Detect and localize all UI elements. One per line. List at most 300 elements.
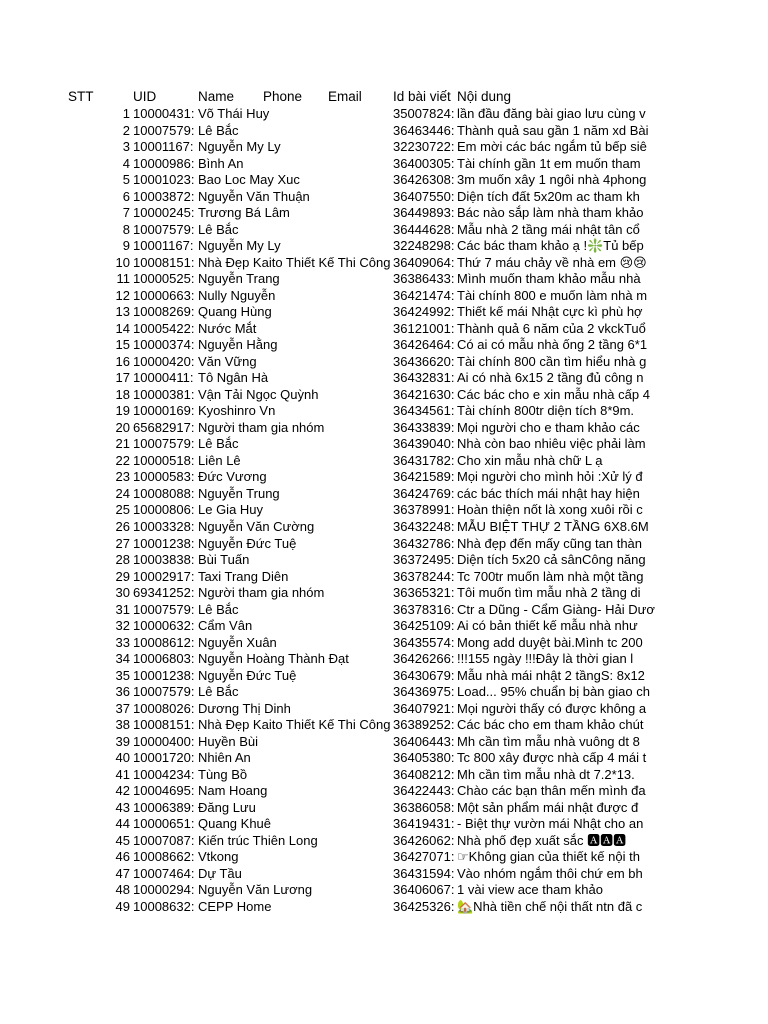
cell-stt: 19 — [115, 403, 130, 419]
cell-stt: 24 — [115, 485, 130, 501]
cell-uid: 10000525: — [133, 271, 195, 287]
cell-content: Mình muốn tham khảo mẫu nhà — [457, 271, 641, 287]
cell-uid: 10000431: — [133, 106, 195, 121]
cell-stt: 8 — [122, 221, 130, 237]
cell-stt: 18 — [115, 386, 130, 402]
cell-name: Nguyễn Hoàng Thành Đạt — [198, 651, 349, 667]
cell-post-id: 32248298: — [393, 238, 455, 254]
cell-stt: 45 — [115, 832, 130, 848]
table-row — [0, 106, 768, 123]
cell-post-id: 36372495: — [393, 552, 455, 568]
cell-content: Tài chính 800 cần tìm hiểu nhà g — [457, 353, 647, 369]
cell-post-id: 36400305: — [393, 155, 455, 171]
cell-stt: 36 — [115, 684, 130, 700]
cell-name: Vận Tải Ngọc Quỳnh — [198, 386, 319, 402]
header-phone: Phone — [263, 89, 303, 104]
cell-content: Em mời các bác ngắm tủ bếp siê — [457, 139, 647, 155]
cell-uid: 10000632: — [133, 618, 195, 634]
cell-post-id: 35007824: — [393, 106, 455, 121]
table-row — [0, 519, 768, 536]
cell-name: Nam Hoang — [198, 783, 268, 799]
cell-name: Taxi Trang Diên — [198, 568, 289, 584]
cell-uid: 10003872: — [133, 188, 195, 204]
cell-stt: 35 — [115, 667, 130, 683]
cell-content: Nhà đẹp đến mấy cũng tan thàn — [457, 535, 643, 551]
cell-stt: 31 — [115, 601, 130, 617]
cell-stt: 2 — [122, 122, 130, 138]
cell-uid: 10000245: — [133, 205, 195, 221]
cell-stt: 23 — [115, 469, 130, 485]
cell-content: !!!155 ngày !!!Đây là thời gian l — [457, 651, 634, 667]
cell-content: Ai có bản thiết kế mẫu nhà như — [457, 618, 638, 634]
cell-uid: 10001238: — [133, 667, 195, 683]
cell-post-id: 36436975: — [393, 684, 455, 700]
cell-uid: 10005422: — [133, 320, 195, 336]
table-row — [0, 403, 768, 420]
cell-post-id: 36378316: — [393, 601, 455, 617]
table-row — [0, 750, 768, 767]
cell-name: Nguyễn Văn Cường — [198, 519, 315, 534]
cell-post-id: 36409064: — [393, 254, 455, 270]
cell-name: Kiến trúc Thiên Long — [198, 832, 318, 848]
cell-post-id: 36449893: — [393, 205, 455, 221]
cell-post-id: 36432786: — [393, 535, 455, 551]
table-row — [0, 635, 768, 652]
cell-content: Tc 700tr muốn làm nhà một tầng — [457, 568, 644, 584]
table-row — [0, 849, 768, 866]
cell-stt: 42 — [115, 783, 130, 799]
cell-uid: 10001167: — [133, 139, 194, 155]
table-row — [0, 585, 768, 602]
cell-uid: 10001720: — [133, 750, 195, 766]
cell-content: Nhà phố đẹp xuất sắc 🅰🅰🅰 — [457, 832, 627, 848]
cell-content: - Biệt thự vườn mái Nhật cho an — [457, 816, 644, 832]
cell-post-id: 36431782: — [393, 452, 455, 468]
cell-post-id: 36425109: — [393, 618, 455, 634]
cell-name: Nully Nguyễn — [198, 287, 276, 303]
cell-name: Nguyễn My Ly — [198, 238, 281, 254]
cell-name: Nhiên An — [198, 750, 251, 766]
cell-content: Các bác tham khảo ạ !❇️Tủ bếp — [457, 238, 644, 254]
cell-stt: 6 — [122, 188, 130, 204]
table-row — [0, 816, 768, 833]
cell-post-id: 36421630: — [393, 386, 455, 402]
cell-uid: 10000806: — [133, 502, 195, 518]
table-row — [0, 651, 768, 668]
cell-post-id: 36419431: — [393, 816, 455, 832]
cell-name: Dương Thị Dinh — [198, 700, 291, 716]
cell-uid: 10001023: — [133, 172, 195, 188]
cell-content: Một sản phẩm mái nhật được đ — [457, 799, 639, 815]
cell-uid: 10000400: — [133, 733, 195, 749]
cell-content: lần đầu đăng bài giao lưu cùng v — [457, 106, 646, 121]
cell-content: Bác nào sắp làm nhà tham khảo — [457, 205, 644, 221]
header-row — [0, 89, 768, 106]
cell-uid: 10007087: — [133, 832, 195, 848]
cell-name: Lê Bắc — [198, 221, 239, 237]
table-row — [0, 222, 768, 239]
cell-name: Nguyễn My Ly — [198, 139, 281, 155]
cell-content: các bác thích mái nhật hay hiện — [457, 485, 640, 501]
cell-uid: 10001238: — [133, 535, 195, 551]
table-row — [0, 370, 768, 387]
cell-uid: 10000381: — [133, 386, 195, 402]
cell-name: Nguyễn Đức Tuệ — [198, 667, 297, 683]
cell-content: Diện tích đất 5x20m ac tham kh — [457, 188, 640, 204]
cell-name: Trương Bá Lâm — [198, 205, 290, 221]
table-row — [0, 899, 768, 916]
cell-stt: 48 — [115, 882, 130, 898]
cell-post-id: 36389252: — [393, 717, 455, 733]
cell-name: Văn Vững — [198, 353, 257, 369]
table-row — [0, 271, 768, 288]
cell-stt: 14 — [115, 320, 130, 336]
cell-name: Nguyễn Đức Tuệ — [198, 535, 297, 551]
cell-content: Mọi người cho mình hỏi :Xử lý đ — [457, 469, 643, 485]
table-row — [0, 304, 768, 321]
cell-content: Các bác cho e xin mẫu nhà cấp 4 — [457, 386, 650, 402]
header-email: Email — [328, 89, 362, 104]
cell-stt: 40 — [115, 750, 130, 766]
cell-post-id: 32230722: — [393, 139, 455, 155]
cell-stt: 13 — [115, 304, 130, 320]
cell-content: Mh cần tìm mẫu nhà dt 7.2*13. — [457, 766, 635, 782]
cell-content: Diện tích 5x20 cả sânCông năng — [457, 552, 646, 568]
cell-post-id: 36426266: — [393, 651, 455, 667]
cell-name: Đức Vương — [198, 469, 267, 485]
cell-post-id: 36407550: — [393, 188, 455, 204]
table-row — [0, 453, 768, 470]
cell-uid: 10002917: — [133, 568, 195, 584]
cell-content: Hoàn thiện nốt là xong xuôi rồi c — [457, 502, 643, 518]
cell-post-id: 36427071: — [393, 849, 455, 865]
cell-post-id: 36424992: — [393, 304, 455, 320]
cell-uid: 10000986: — [133, 155, 195, 171]
table-row — [0, 536, 768, 553]
cell-stt: 16 — [115, 353, 130, 369]
cell-uid: 10008026: — [133, 700, 195, 716]
cell-content: Nhà còn bao nhiêu việc phải làm — [457, 436, 646, 452]
cell-name: Bao Loc May Xuc — [198, 172, 300, 188]
cell-content: Load... 95% chuẩn bị bàn giao ch — [457, 684, 650, 700]
cell-uid: 10007579: — [133, 684, 195, 700]
cell-uid: 10008269: — [133, 304, 195, 320]
cell-content: 🏡Nhà tiền chế nội thất ntn đã c — [457, 898, 643, 914]
cell-name: Người tham gia nhóm — [198, 419, 325, 435]
cell-content: Mh cần tìm mẫu nhà vuông dt 8 — [457, 733, 640, 749]
cell-stt: 9 — [122, 238, 130, 254]
cell-uid: 10007579: — [133, 221, 195, 237]
cell-content: Mẫu nhà mái nhật 2 tầngS: 8x12 — [457, 667, 645, 683]
cell-content: Mọi người thấy có được không a — [457, 700, 647, 716]
cell-content: Mẫu nhà 2 tầng mái nhật tân cổ — [457, 221, 640, 237]
cell-name: Tô Ngân Hà — [198, 370, 269, 386]
cell-content: ☞Không gian của thiết kế nội th — [457, 849, 640, 865]
cell-name: Huyền Bùi — [198, 733, 258, 749]
cell-stt: 41 — [115, 766, 130, 782]
cell-post-id: 36425326: — [393, 898, 455, 914]
cell-uid: 10000651: — [133, 816, 195, 832]
cell-content: Tài chính 800tr diện tích 8*9m. — [457, 403, 635, 419]
table-row — [0, 205, 768, 222]
cell-uid: 10007579: — [133, 122, 195, 138]
cell-name: Quang Khuê — [198, 816, 272, 832]
cell-name: Lê Bắc — [198, 601, 239, 617]
cell-post-id: 36424769: — [393, 485, 455, 501]
cell-uid: 10008088: — [133, 485, 195, 501]
cell-name: Người tham gia nhóm — [198, 585, 325, 601]
table-row — [0, 436, 768, 453]
cell-name: Nguyễn Hằng — [198, 337, 278, 353]
cell-uid: 10000411: — [133, 370, 194, 386]
table-row — [0, 717, 768, 734]
header-stt: STT — [68, 89, 94, 104]
cell-post-id: 36421474: — [393, 287, 455, 303]
table-row — [0, 172, 768, 189]
cell-post-id: 36405380: — [393, 750, 455, 766]
cell-content: Thành quả 6 năm của 2 vkckTuổ — [457, 320, 646, 336]
cell-stt: 27 — [115, 535, 130, 551]
cell-stt: 39 — [115, 733, 130, 749]
cell-stt: 11 — [116, 271, 130, 287]
cell-uid: 10000420: — [133, 353, 195, 369]
cell-name: Nhà Đẹp Kaito Thiết Kế Thi Công — [198, 254, 391, 270]
cell-stt: 43 — [115, 799, 130, 815]
cell-uid: 10000518: — [133, 452, 195, 468]
table-row — [0, 502, 768, 519]
table-row — [0, 255, 768, 272]
cell-uid: 10000374: — [133, 337, 195, 353]
cell-uid: 69341252: — [133, 585, 195, 601]
cell-stt: 4 — [122, 155, 130, 171]
cell-uid: 10008151: — [133, 254, 195, 270]
cell-post-id: 36433839: — [393, 419, 455, 435]
cell-post-id: 36426464: — [393, 337, 455, 353]
cell-post-id: 36444628: — [393, 221, 455, 237]
cell-uid: 65682917: — [133, 419, 195, 435]
table-row — [0, 123, 768, 140]
cell-name: Kyoshinro Vn — [198, 403, 276, 419]
table-row — [0, 321, 768, 338]
cell-name: Quang Hùng — [198, 304, 272, 320]
cell-content: Vào nhóm ngắm thôi chứ em bh — [457, 865, 643, 881]
cell-name: Nguyễn Xuân — [198, 634, 277, 650]
cell-name: Dự Tầu — [198, 865, 242, 881]
table-row — [0, 387, 768, 404]
cell-stt: 22 — [115, 452, 130, 468]
cell-name: Tùng Bồ — [198, 766, 248, 782]
cell-stt: 44 — [115, 816, 130, 832]
table-row — [0, 354, 768, 371]
header-uid: UID — [133, 89, 157, 104]
cell-name: Nước Mắt — [198, 320, 257, 336]
cell-post-id: 36439040: — [393, 436, 455, 452]
cell-name: Vtkong — [198, 849, 239, 865]
cell-uid: 10008151: — [133, 717, 195, 733]
cell-uid: 10006389: — [133, 799, 195, 815]
table-row — [0, 684, 768, 701]
cell-uid: 10006803: — [133, 651, 195, 667]
cell-name: Đăng Lưu — [198, 799, 256, 815]
cell-stt: 38 — [115, 717, 130, 733]
cell-stt: 34 — [115, 651, 130, 667]
cell-content: Ai có nhà 6x15 2 tầng đủ công n — [457, 370, 644, 386]
cell-stt: 26 — [115, 519, 130, 534]
cell-content: Thành quả sau gần 1 năm xd Bài — [457, 122, 649, 138]
cell-stt: 25 — [115, 502, 130, 518]
table-row — [0, 469, 768, 486]
cell-content: Cho xin mẫu nhà chữ L ạ — [457, 452, 603, 468]
cell-uid: 10004234: — [133, 766, 195, 782]
cell-name: Le Gia Huy — [198, 502, 264, 518]
table-row — [0, 783, 768, 800]
cell-name: Lê Bắc — [198, 122, 239, 138]
cell-uid: 10008632: — [133, 898, 195, 914]
cell-uid: 10000294: — [133, 882, 195, 898]
table-row — [0, 156, 768, 173]
cell-stt: 47 — [115, 865, 130, 881]
cell-uid: 10001167: — [133, 238, 194, 254]
table-row — [0, 288, 768, 305]
cell-name: Nguyễn Trung — [198, 485, 280, 501]
cell-post-id: 36463446: — [393, 122, 455, 138]
cell-post-id: 36426308: — [393, 172, 455, 188]
cell-stt: 20 — [115, 419, 130, 435]
cell-uid: 10007464: — [133, 865, 195, 881]
cell-uid: 10003838: — [133, 552, 195, 568]
cell-content: Các bác cho em tham khảo chút — [457, 717, 644, 733]
cell-content: Thứ 7 máu chảy về nhà em 😢😢 — [457, 254, 647, 270]
cell-stt: 7 — [122, 205, 130, 221]
cell-post-id: 36408212: — [393, 766, 455, 782]
cell-content: Tôi muốn tìm mẫu nhà 2 tầng di — [457, 585, 641, 601]
table-row — [0, 602, 768, 619]
table-row — [0, 701, 768, 718]
cell-content: MẪU BIỆT THỰ 2 TẦNG 6X8.6M — [457, 519, 649, 534]
cell-stt: 12 — [115, 287, 130, 303]
table-row — [0, 866, 768, 883]
table-row — [0, 139, 768, 156]
cell-content: 1 vài view ace tham khảo — [457, 882, 603, 898]
cell-post-id: 36386433: — [393, 271, 455, 287]
table-row — [0, 882, 768, 899]
cell-uid: 10007579: — [133, 601, 195, 617]
cell-post-id: 36421589: — [393, 469, 455, 485]
cell-post-id: 36378991: — [393, 502, 455, 518]
cell-post-id: 36431594: — [393, 865, 455, 881]
cell-stt: 3 — [122, 139, 130, 155]
cell-stt: 28 — [115, 552, 130, 568]
cell-content: Chào các bạn thân mến mình đa — [457, 783, 646, 799]
table-row — [0, 767, 768, 784]
cell-stt: 1 — [122, 106, 130, 121]
cell-name: Bình An — [198, 155, 244, 171]
header-post-id: Id bài viết — [393, 89, 451, 104]
table-row — [0, 420, 768, 437]
cell-post-id: 36121001: — [393, 320, 455, 336]
table-row — [0, 238, 768, 255]
table-row — [0, 189, 768, 206]
cell-post-id: 36378244: — [393, 568, 455, 584]
cell-uid: 10000583: — [133, 469, 195, 485]
cell-post-id: 36426062: — [393, 832, 455, 848]
cell-name: Lê Bắc — [198, 684, 239, 700]
table-row — [0, 800, 768, 817]
cell-stt: 17 — [115, 370, 130, 386]
table-row — [0, 486, 768, 503]
table-row — [0, 552, 768, 569]
cell-post-id: 36435574: — [393, 634, 455, 650]
cell-stt: 29 — [115, 568, 130, 584]
cell-post-id: 36432831: — [393, 370, 455, 386]
cell-post-id: 36365321: — [393, 585, 455, 601]
cell-post-id: 36430679: — [393, 667, 455, 683]
cell-post-id: 36422443: — [393, 783, 455, 799]
cell-uid: 10008612: — [133, 634, 195, 650]
cell-name: Bùi Tuấn — [198, 552, 250, 568]
cell-name: Nguyễn Văn Lương — [198, 882, 313, 898]
cell-uid: 10008662: — [133, 849, 195, 865]
cell-stt: 15 — [115, 337, 130, 353]
cell-post-id: 36386058: — [393, 799, 455, 815]
table-row — [0, 569, 768, 586]
cell-name: Liên Lê — [198, 452, 241, 468]
cell-stt: 49 — [115, 898, 130, 914]
cell-content: Mong add duyệt bài.Mình tc 200 — [457, 634, 643, 650]
cell-uid: 10007579: — [133, 436, 195, 452]
cell-post-id: 36434561: — [393, 403, 455, 419]
cell-name: Cẩm Vân — [198, 618, 253, 634]
cell-name: CEPP Home — [198, 898, 272, 914]
cell-uid: 10000663: — [133, 287, 195, 303]
cell-stt: 10 — [115, 254, 130, 270]
cell-content: Tc 800 xây được nhà cấp 4 mái t — [457, 750, 647, 766]
cell-name: Nguyễn Trang — [198, 271, 280, 287]
cell-post-id: 36436620: — [393, 353, 455, 369]
cell-content: Tài chính gần 1t em muốn tham — [457, 155, 641, 171]
cell-content: Thiết kế mái Nhật cực kì phù hợ — [457, 304, 643, 320]
table-row — [0, 833, 768, 850]
cell-uid: 10003328: — [133, 519, 195, 534]
cell-name: Võ Thái Huy — [198, 106, 270, 121]
cell-content: Ctr a Dũng - Cẩm Giàng- Hải Dươ — [457, 601, 655, 617]
cell-name: Nhà Đẹp Kaito Thiết Kế Thi Công — [198, 717, 391, 733]
cell-post-id: 36407921: — [393, 700, 455, 716]
cell-name: Lê Bắc — [198, 436, 239, 452]
cell-name: Nguyễn Văn Thuận — [198, 188, 310, 204]
cell-stt: 33 — [115, 634, 130, 650]
table-row — [0, 618, 768, 635]
cell-uid: 10004695: — [133, 783, 195, 799]
cell-uid: 10000169: — [133, 403, 195, 419]
cell-post-id: 36406067: — [393, 882, 455, 898]
header-name: Name — [198, 89, 235, 104]
cell-post-id: 36406443: — [393, 733, 455, 749]
cell-stt: 5 — [122, 172, 130, 188]
cell-content: Có ai có mẫu nhà ống 2 tầng 6*1 — [457, 337, 648, 353]
cell-content: 3m muốn xây 1 ngôi nhà 4phong — [457, 172, 647, 188]
cell-stt: 30 — [115, 585, 130, 601]
cell-stt: 37 — [115, 700, 130, 716]
table-row — [0, 337, 768, 354]
table-row — [0, 734, 768, 751]
cell-stt: 46 — [115, 849, 130, 865]
header-content: Nội dung — [457, 89, 512, 104]
cell-post-id: 36432248: — [393, 519, 455, 534]
cell-content: Mọi người cho e tham khảo các — [457, 419, 640, 435]
cell-stt: 21 — [115, 436, 130, 452]
table-row — [0, 668, 768, 685]
